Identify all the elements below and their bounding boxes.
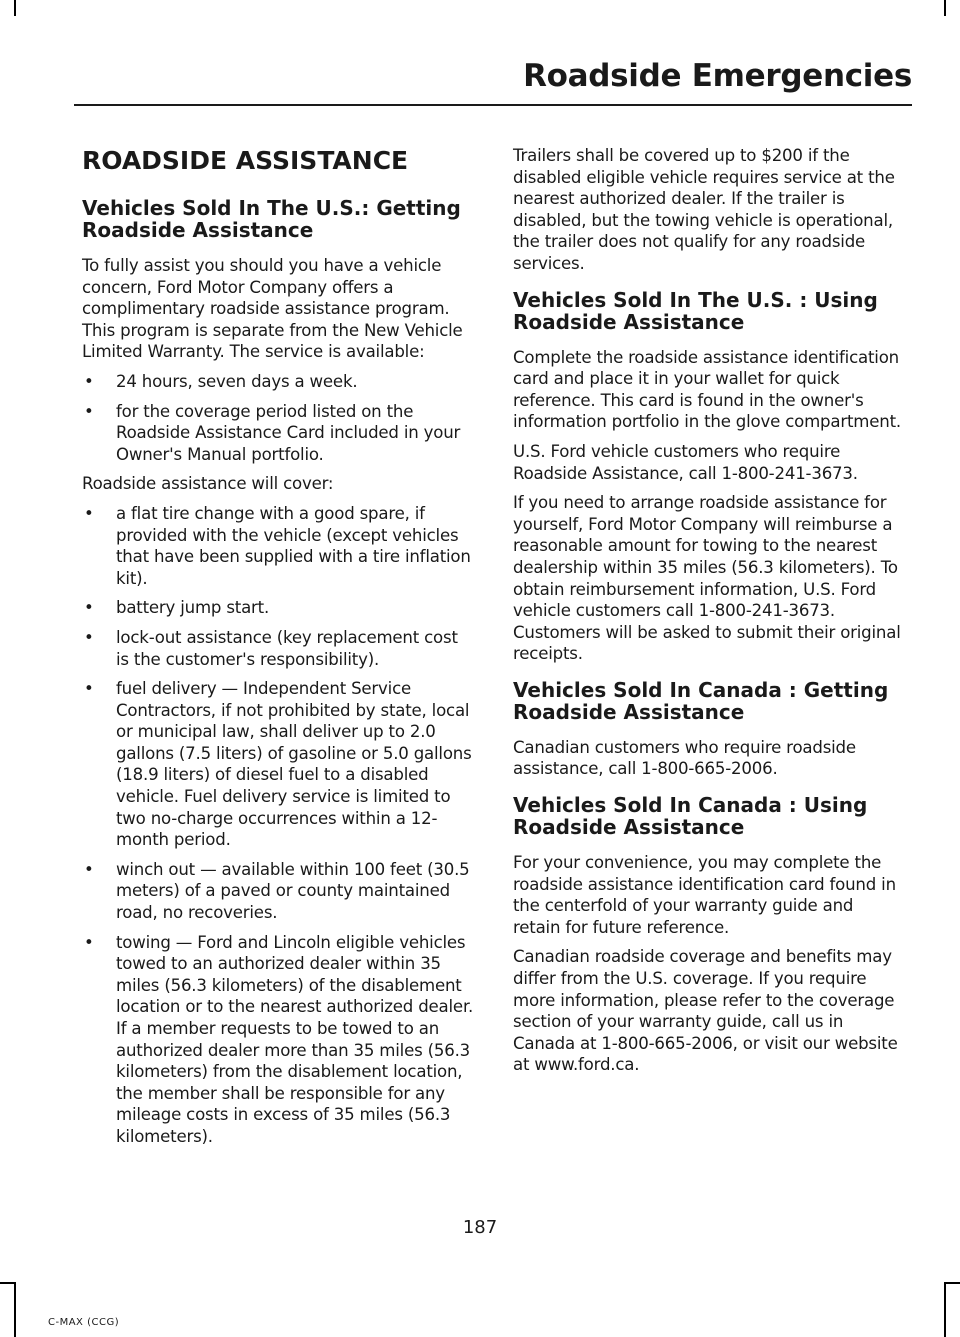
crop-mark-bottom-right-h <box>944 1282 960 1284</box>
footer-model-code: C-MAX (CCG) <box>48 1317 120 1328</box>
card-paragraph: Complete the roadside assistance identification card and place it in your wallet for quick reference. This card is found in the owner's information portfolio in the glove compartment. <box>513 347 901 432</box>
intro-paragraph: To fully assist you should you have a vehicle concern, Ford Motor Company offers a complimentary roadside assistance program. This program is separate from the New Vehicle Limited Warranty. The service is available: <box>82 256 463 362</box>
canada-card-paragraph: For your convenience, you may complete the roadside assistance identification card found in the centerfold of your warranty guide and retain for future reference. <box>513 853 896 937</box>
right-column <box>513 145 905 1084</box>
left-column <box>82 145 474 1156</box>
canada-call-paragraph: Canadian customers who require roadside assistance, call 1-800-665-2006. <box>513 737 856 779</box>
subheading-using-canada: Vehicles Sold In Canada : Using Roadside Assistance <box>513 793 868 840</box>
subheading-using-us: Vehicles Sold In The U.S. : Using Roadside Assistance <box>513 287 878 334</box>
page-number: 187 <box>462 1217 498 1238</box>
crop-mark-bottom-left-h <box>0 1282 16 1284</box>
page-header-title: Roadside Emergencies <box>523 58 912 94</box>
list-item: • for the coverage period listed on the Roadside Assistance Card included in your Owner's Manual portfolio. <box>82 401 474 466</box>
availability-list <box>82 371 474 465</box>
section-heading: ROADSIDE ASSISTANCE <box>82 146 409 175</box>
canada-coverage-paragraph: Canadian roadside coverage and benefits may differ from the U.S. coverage. If you require more information, please refer to the coverage section of your warranty guide, call us in Canada at 1-800-665-2006, or visit our website at www.ford.ca. <box>513 947 898 1075</box>
crop-mark-bottom-right <box>944 1282 946 1337</box>
coverage-list <box>82 503 474 1148</box>
subheading-getting-canada: Vehicles Sold In Canada : Getting Roadside Assistance <box>513 677 889 724</box>
list-item: • lock-out assistance (key replacement cost is the customer's responsibility). <box>82 627 474 670</box>
list-item: • fuel delivery — Independent Service Contractors, if not prohibited by state, local or municipal law, shall deliver up to 2.0 gallons (7.5 liters) of gasoline or 5.0 gallons (18.9 liters) of diesel fuel to a disabled vehicle. Fuel delivery service is limited to two no-charge occurrences within a 12-month period. <box>82 678 474 851</box>
reimburse-paragraph: If you need to arrange roadside assistance for yourself, Ford Motor Company will reimburse a reasonable amount for towing to the nearest dealership within 35 miles (56.3 kilometers). To obtain reimbursement information, U.S. Ford vehicle customers call 1-800-241-3673. Customers will be asked to submit their original receipts. <box>513 493 901 664</box>
crop-mark-top-left <box>14 0 16 16</box>
list-item: • a flat tire change with a good spare, if provided with the vehicle (except vehicles that have been supplied with a tire inflation kit). <box>82 503 474 589</box>
trailers-paragraph: Trailers shall be covered up to $200 if the disabled eligible vehicle requires service at the nearest authorized dealer. If the trailer is disabled, but the towing vehicle is operational, the trailer does not qualify for any roadside services. <box>513 146 895 273</box>
list-item: • winch out — available within 100 feet (30.5 meters) of a paved or county maintained road, no recoveries. <box>82 859 474 924</box>
subheading-getting-us: Vehicles Sold In The U.S.: Getting Roadside Assistance <box>82 196 461 242</box>
us-call-paragraph: U.S. Ford vehicle customers who require Roadside Assistance, call 1-800-241-3673. <box>513 441 858 483</box>
cover-intro: Roadside assistance will cover: <box>82 474 334 494</box>
crop-mark-bottom-left <box>14 1282 16 1337</box>
list-item: • 24 hours, seven days a week. <box>82 371 474 393</box>
header-divider <box>74 104 912 106</box>
list-item: • battery jump start. <box>82 597 474 619</box>
list-item: • towing — Ford and Lincoln eligible vehicles towed to an authorized dealer within 35 miles (56.3 kilometers) of the disablement location or to the nearest authorized dealer. If a member requests to be towed to an authorized dealer more than 35 miles (56.3 kilometers) from the disablement location, the member shall be responsible for any mileage costs in excess of 35 miles (56.3 kilometers). <box>82 932 474 1148</box>
crop-mark-top-right <box>944 0 946 16</box>
